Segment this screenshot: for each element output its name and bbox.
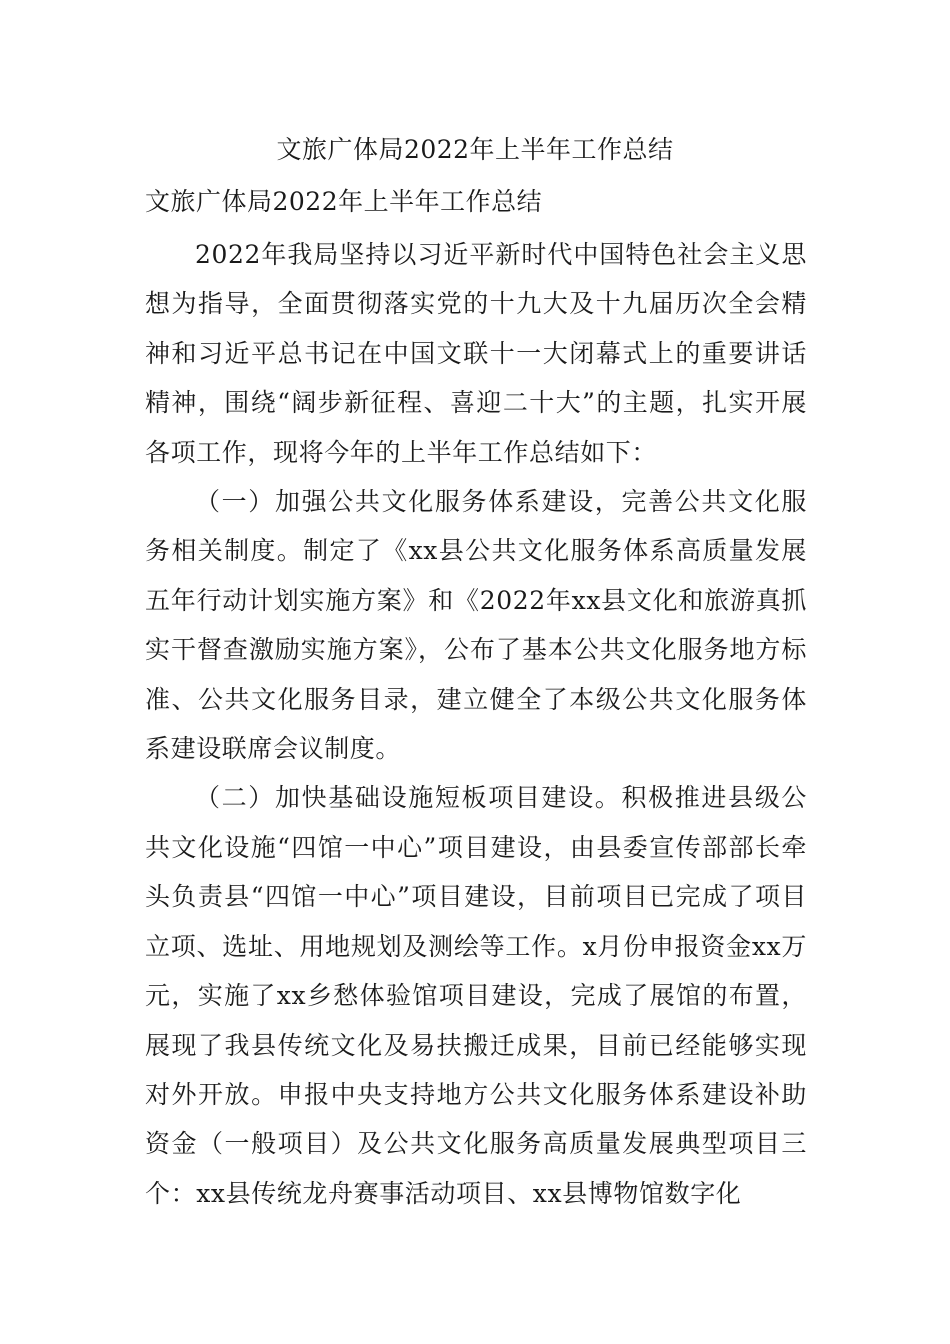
- paragraph-section-1: （一）加强公共文化服务体系建设，完善公共文化服务相关制度。制定了《xx县公共文化服务体系高质量发展五年行动计划实施方案》和《2022年xx县文化和旅游真抓实干督查激励实施方案》，公布了基本公共文化服务地方标准、公共文化服务目录，建立健全了本级公共文化服务体系建设联席会议制度。: [145, 487, 807, 764]
- paragraph-section-2: （二）加快基础设施短板项目建设。积极推进县级公共文化设施“四馆一中心”项目建设，由县委宣传部部长牵头负责县“四馆一中心”项目建设，目前项目已完成了项目立项、选址、用地规划及测绘等工作。x月份申报资金xx万元，实施了xx乡愁体验馆项目建设，完成了展馆的布置，展现了我县传统文化及易扶搬迁成果，目前已经能够实现对外开放。申报中央支持地方公共文化服务体系建设补助资金（一般项目）及公共文化服务高质量发展典型项目三个：xx县传统龙舟赛事活动项目、xx县博物馆数字化: [145, 783, 807, 1208]
- document-body: [145, 230, 807, 1218]
- document-subtitle: 文旅广体局2022年上半年工作总结: [145, 187, 543, 216]
- paragraph-intro: 2022年我局坚持以习近平新时代中国特色社会主义思想为指导，全面贯彻落实党的十九大及十九届历次全会精神和习近平总书记在中国文联十一大闭幕式上的重要讲话精神，围绕“阔步新征程、喜迎二十大”的主题，扎实开展各项工作，现将今年的上半年工作总结如下：: [145, 240, 807, 467]
- document-title: 文旅广体局2022年上半年工作总结: [276, 135, 674, 164]
